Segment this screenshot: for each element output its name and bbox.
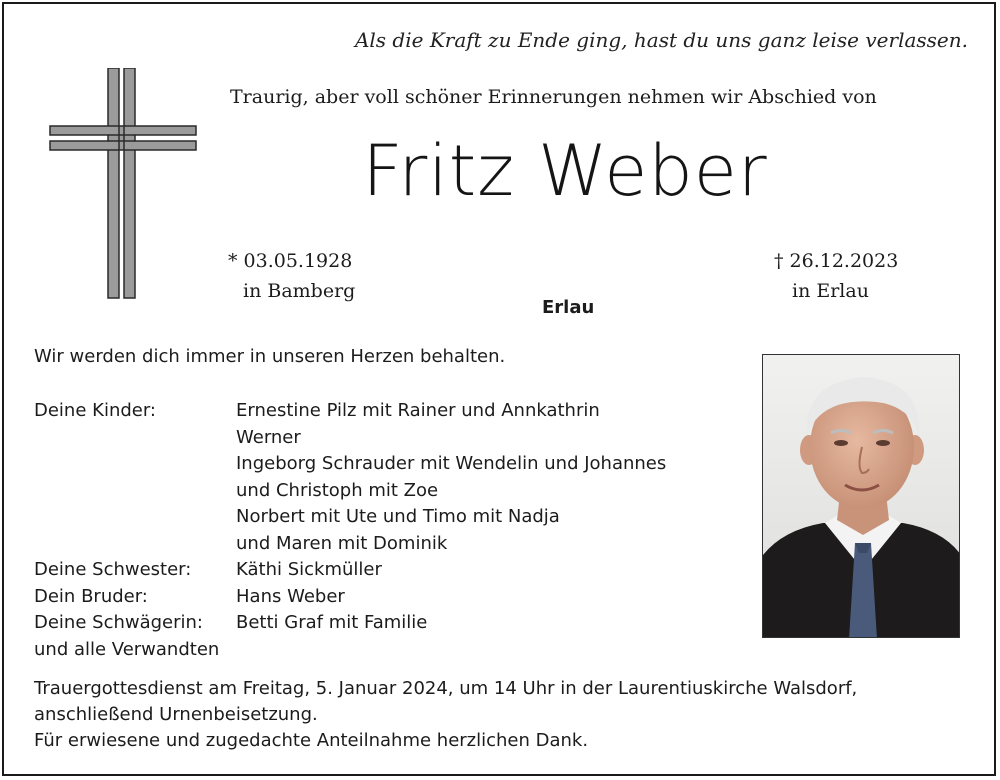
children-row bbox=[34, 398, 666, 557]
family-list bbox=[34, 398, 666, 663]
town-name: Erlau bbox=[542, 297, 595, 318]
portrait-photo bbox=[762, 354, 960, 638]
motto-text: Als die Kraft zu Ende ging, hast du uns ganz leise verlassen. bbox=[354, 28, 968, 52]
sister-name: Käthi Sickmüller bbox=[236, 559, 382, 580]
list-item: Ernestine Pilz mit Rainer und Annkathrin bbox=[236, 400, 600, 421]
relatives-line: und alle Verwandten bbox=[34, 638, 220, 660]
list-item: und Maren mit Dominik bbox=[236, 532, 448, 554]
birth-place: in Bamberg bbox=[243, 280, 356, 302]
closing-text bbox=[34, 676, 857, 754]
death-place: in Erlau bbox=[792, 280, 869, 302]
children-names bbox=[236, 398, 666, 557]
death-date: † 26.12.2023 bbox=[774, 250, 899, 272]
sister-label: Deine Schwester: bbox=[34, 559, 192, 580]
deceased-name: Fritz Weber bbox=[362, 130, 768, 212]
thanks-text: Für erwiesene und zugedachte Anteilnahme herzlichen Dank. bbox=[34, 730, 589, 751]
list-item: Ingeborg Schrauder mit Wendelin und Johannes bbox=[236, 453, 667, 474]
children-label: Deine Kinder: bbox=[34, 400, 157, 421]
burial-info: anschließend Urnenbeisetzung. bbox=[34, 704, 318, 725]
intro-text: Traurig, aber voll schöner Erinnerungen nehmen wir Abschied von bbox=[230, 86, 877, 108]
sister-in-law-row bbox=[34, 610, 666, 637]
brother-name: Hans Weber bbox=[236, 585, 345, 607]
sister-in-law-label: Deine Schwägerin: bbox=[34, 612, 203, 633]
memorial-quote: Wir werden dich immer in unseren Herzen behalten. bbox=[34, 346, 506, 367]
list-item: und Christoph mit Zoe bbox=[236, 479, 439, 501]
service-info: Trauergottesdienst am Freitag, 5. Januar 2024, um 14 Uhr in der Laurentiuskirche Walsdorf, bbox=[34, 678, 858, 699]
brother-label: Dein Bruder: bbox=[34, 585, 148, 607]
brother-row bbox=[34, 584, 666, 611]
birth-date: * 03.05.1928 bbox=[228, 250, 353, 272]
list-item: Werner bbox=[236, 426, 301, 448]
sister-row bbox=[34, 557, 666, 584]
list-item: Norbert mit Ute und Timo mit Nadja bbox=[236, 506, 560, 527]
sister-in-law-name: Betti Graf mit Familie bbox=[236, 612, 428, 633]
